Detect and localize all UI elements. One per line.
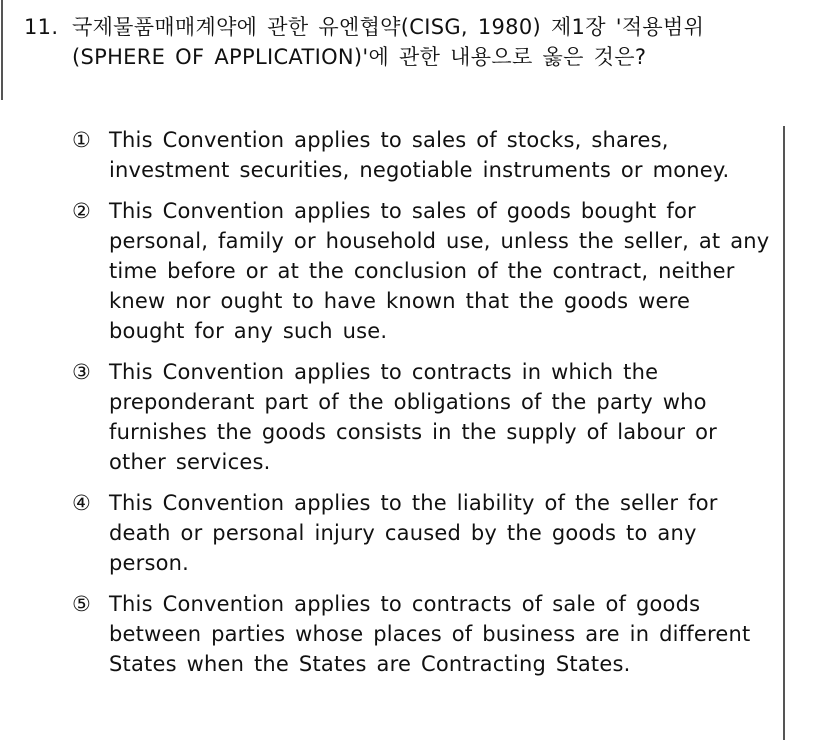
option-marker-1: ① — [72, 128, 92, 152]
option-marker-5: ⑤ — [72, 592, 92, 616]
option-marker-4: ④ — [72, 491, 92, 515]
question-block — [24, 12, 764, 72]
left-column-rule — [1, 0, 3, 100]
question-number: 11. — [24, 15, 59, 39]
option-marker-2: ② — [72, 199, 92, 223]
option-text-2: This Convention applies to sales of goods bought for personal, family or household use, unless the seller, at any time before or at the conclusion of the contract, neither knew nor ought to have known that the goods were bought for any such use. — [109, 199, 770, 343]
option-text-5: This Convention applies to contracts of sale of goods between parties whose places of business are in different States when the States are Contracting States. — [109, 592, 751, 676]
option-marker-3: ③ — [72, 360, 92, 384]
question-text: 국제물품매매계약에 관한 유엔협약(CISG, 1980) 제1장 '적용범위(SPHERE OF APPLICATION)'에 관한 내용으로 옳은 것은? — [72, 15, 705, 69]
option-text-1: This Convention applies to sales of stocks, shares, investment securities, negotiable instruments or money. — [109, 128, 730, 182]
option-text-3: This Convention applies to contracts in which the preponderant part of the obligations of the party who furnishes the goods consists in the supply of labour or other services. — [109, 360, 717, 474]
answer-options — [72, 125, 772, 690]
option-4[interactable] — [72, 488, 772, 578]
option-3[interactable] — [72, 357, 772, 477]
option-2[interactable] — [72, 196, 772, 346]
option-5[interactable] — [72, 589, 772, 679]
right-column-rule — [783, 126, 785, 740]
option-text-4: This Convention applies to the liability of the seller for death or personal injury caused by the goods to any person. — [109, 491, 718, 575]
option-1[interactable] — [72, 125, 772, 185]
